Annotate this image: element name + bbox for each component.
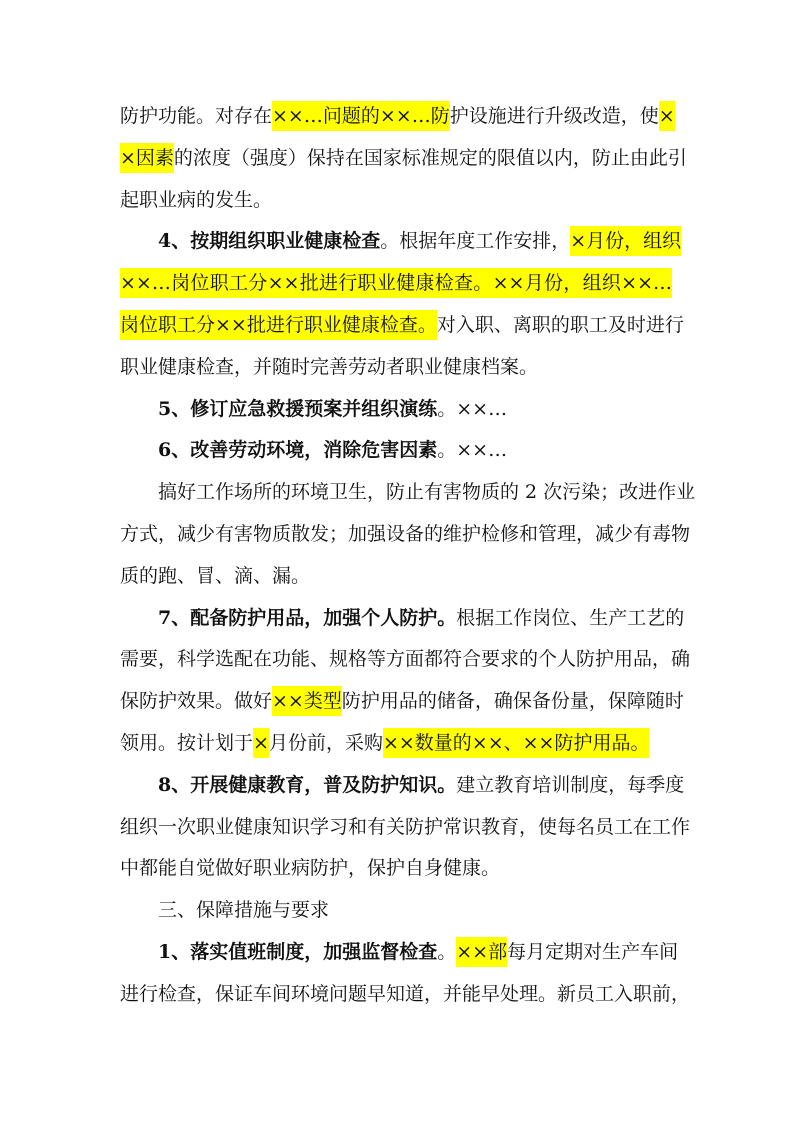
text-line bbox=[120, 188, 672, 212]
text-line bbox=[120, 355, 672, 379]
text-line bbox=[158, 940, 679, 964]
text-line bbox=[120, 313, 684, 337]
bold-heading-text: 7、配备防护用品，加强个人防护。 bbox=[158, 606, 457, 629]
body-text: 需要，科学选配在功能、规格等方面都符合要求的个人防护用品，确 bbox=[120, 648, 691, 671]
body-text: 对入职、离职的职工及时进行 bbox=[436, 314, 684, 336]
body-text: 组织一次职业健康知识学习和有关防护常识教育，使每名员工在工作 bbox=[120, 815, 691, 838]
highlighted-text: × bbox=[659, 101, 675, 131]
bold-heading-text: 1、落实值班制度，加强监督检查 bbox=[158, 941, 438, 963]
body-text: 每月定期对生产车间 bbox=[507, 941, 679, 963]
text-line bbox=[120, 146, 687, 170]
highlighted-text: ××部 bbox=[456, 937, 507, 967]
highlighted-text: ×月份，组织 bbox=[570, 226, 681, 256]
body-text: 方式，减少有害物质散发；加强设备的维护检修和管理，减少有毒物 bbox=[120, 523, 691, 545]
body-text: 建立教育培训制度，每季度 bbox=[456, 773, 685, 796]
body-text: 领用。按计划于 bbox=[120, 732, 254, 754]
body-text: 防护功能。对存在 bbox=[120, 105, 273, 127]
text-line bbox=[120, 689, 684, 713]
highlighted-text: ××数量的××、××防护用品。 bbox=[383, 728, 650, 758]
bold-heading-text: 6、改善劳动环境，消除危害因素 bbox=[158, 439, 438, 462]
text-line bbox=[120, 564, 672, 588]
body-text: 进行检查，保证车间环境问题早知道，并能早处理。新员工入职前， bbox=[120, 982, 691, 1005]
body-text: 三、保障措施与要求 bbox=[158, 899, 330, 922]
body-text: 中都能自觉做好职业病防护，保护自身健康。 bbox=[120, 857, 501, 880]
body-text: 。根据年度工作安排， bbox=[380, 230, 571, 253]
bold-heading-text: 5、修订应急救援预案并组织演练 bbox=[158, 397, 438, 420]
body-text: 质的跑、冒、滴、漏。 bbox=[120, 564, 311, 587]
text-line bbox=[120, 522, 691, 546]
text-line bbox=[158, 898, 672, 922]
highlighted-text: × bbox=[253, 728, 269, 758]
highlighted-text: 岗位职工分××批进行职业健康检查。 bbox=[120, 310, 437, 340]
text-line bbox=[158, 229, 682, 253]
text-line bbox=[120, 731, 672, 755]
body-text: 。××… bbox=[437, 439, 508, 462]
text-line bbox=[158, 773, 685, 797]
body-text: 。××… bbox=[437, 397, 508, 420]
text-line bbox=[120, 982, 691, 1006]
text-line bbox=[120, 271, 672, 295]
text-line bbox=[120, 104, 675, 128]
text-line bbox=[120, 856, 672, 880]
text-line bbox=[120, 647, 691, 671]
body-text: 的浓度（强度）保持在国家标准规定的限值以内，防止由此引 bbox=[173, 146, 687, 169]
body-text: 护设施进行升级改造，使 bbox=[449, 105, 659, 127]
highlighted-text: ××…岗位职工分××批进行职业健康检查。××月份，组织××… bbox=[120, 268, 672, 298]
text-line bbox=[158, 438, 672, 462]
body-text: 。 bbox=[437, 941, 457, 963]
text-line bbox=[120, 815, 691, 839]
text-line bbox=[158, 606, 685, 630]
bold-heading-text: 4、按期组织职业健康检查 bbox=[158, 230, 381, 253]
highlighted-text: ×因素 bbox=[120, 143, 174, 173]
body-text: 防护用品的储备，确保备份量，保障随时 bbox=[341, 690, 684, 713]
body-text: 搞好工作场所的环境卫生，防止有害物质的 2 次污染；改进作业 bbox=[158, 481, 696, 504]
body-text: 根据工作岗位、生产工艺的 bbox=[456, 606, 685, 629]
highlighted-text: ××…问题的××…防 bbox=[272, 101, 450, 131]
body-text: 月份前，采购 bbox=[268, 732, 383, 754]
body-text: 职业健康检查，并随时完善劳动者职业健康档案。 bbox=[120, 355, 539, 378]
bold-heading-text: 8、开展健康教育，普及防护知识。 bbox=[158, 773, 457, 796]
text-line bbox=[158, 397, 672, 421]
highlighted-text: ××类型 bbox=[272, 686, 342, 716]
text-line bbox=[158, 480, 696, 504]
body-text: 起职业病的发生。 bbox=[120, 188, 273, 211]
body-text: 保防护效果。做好 bbox=[120, 690, 273, 713]
